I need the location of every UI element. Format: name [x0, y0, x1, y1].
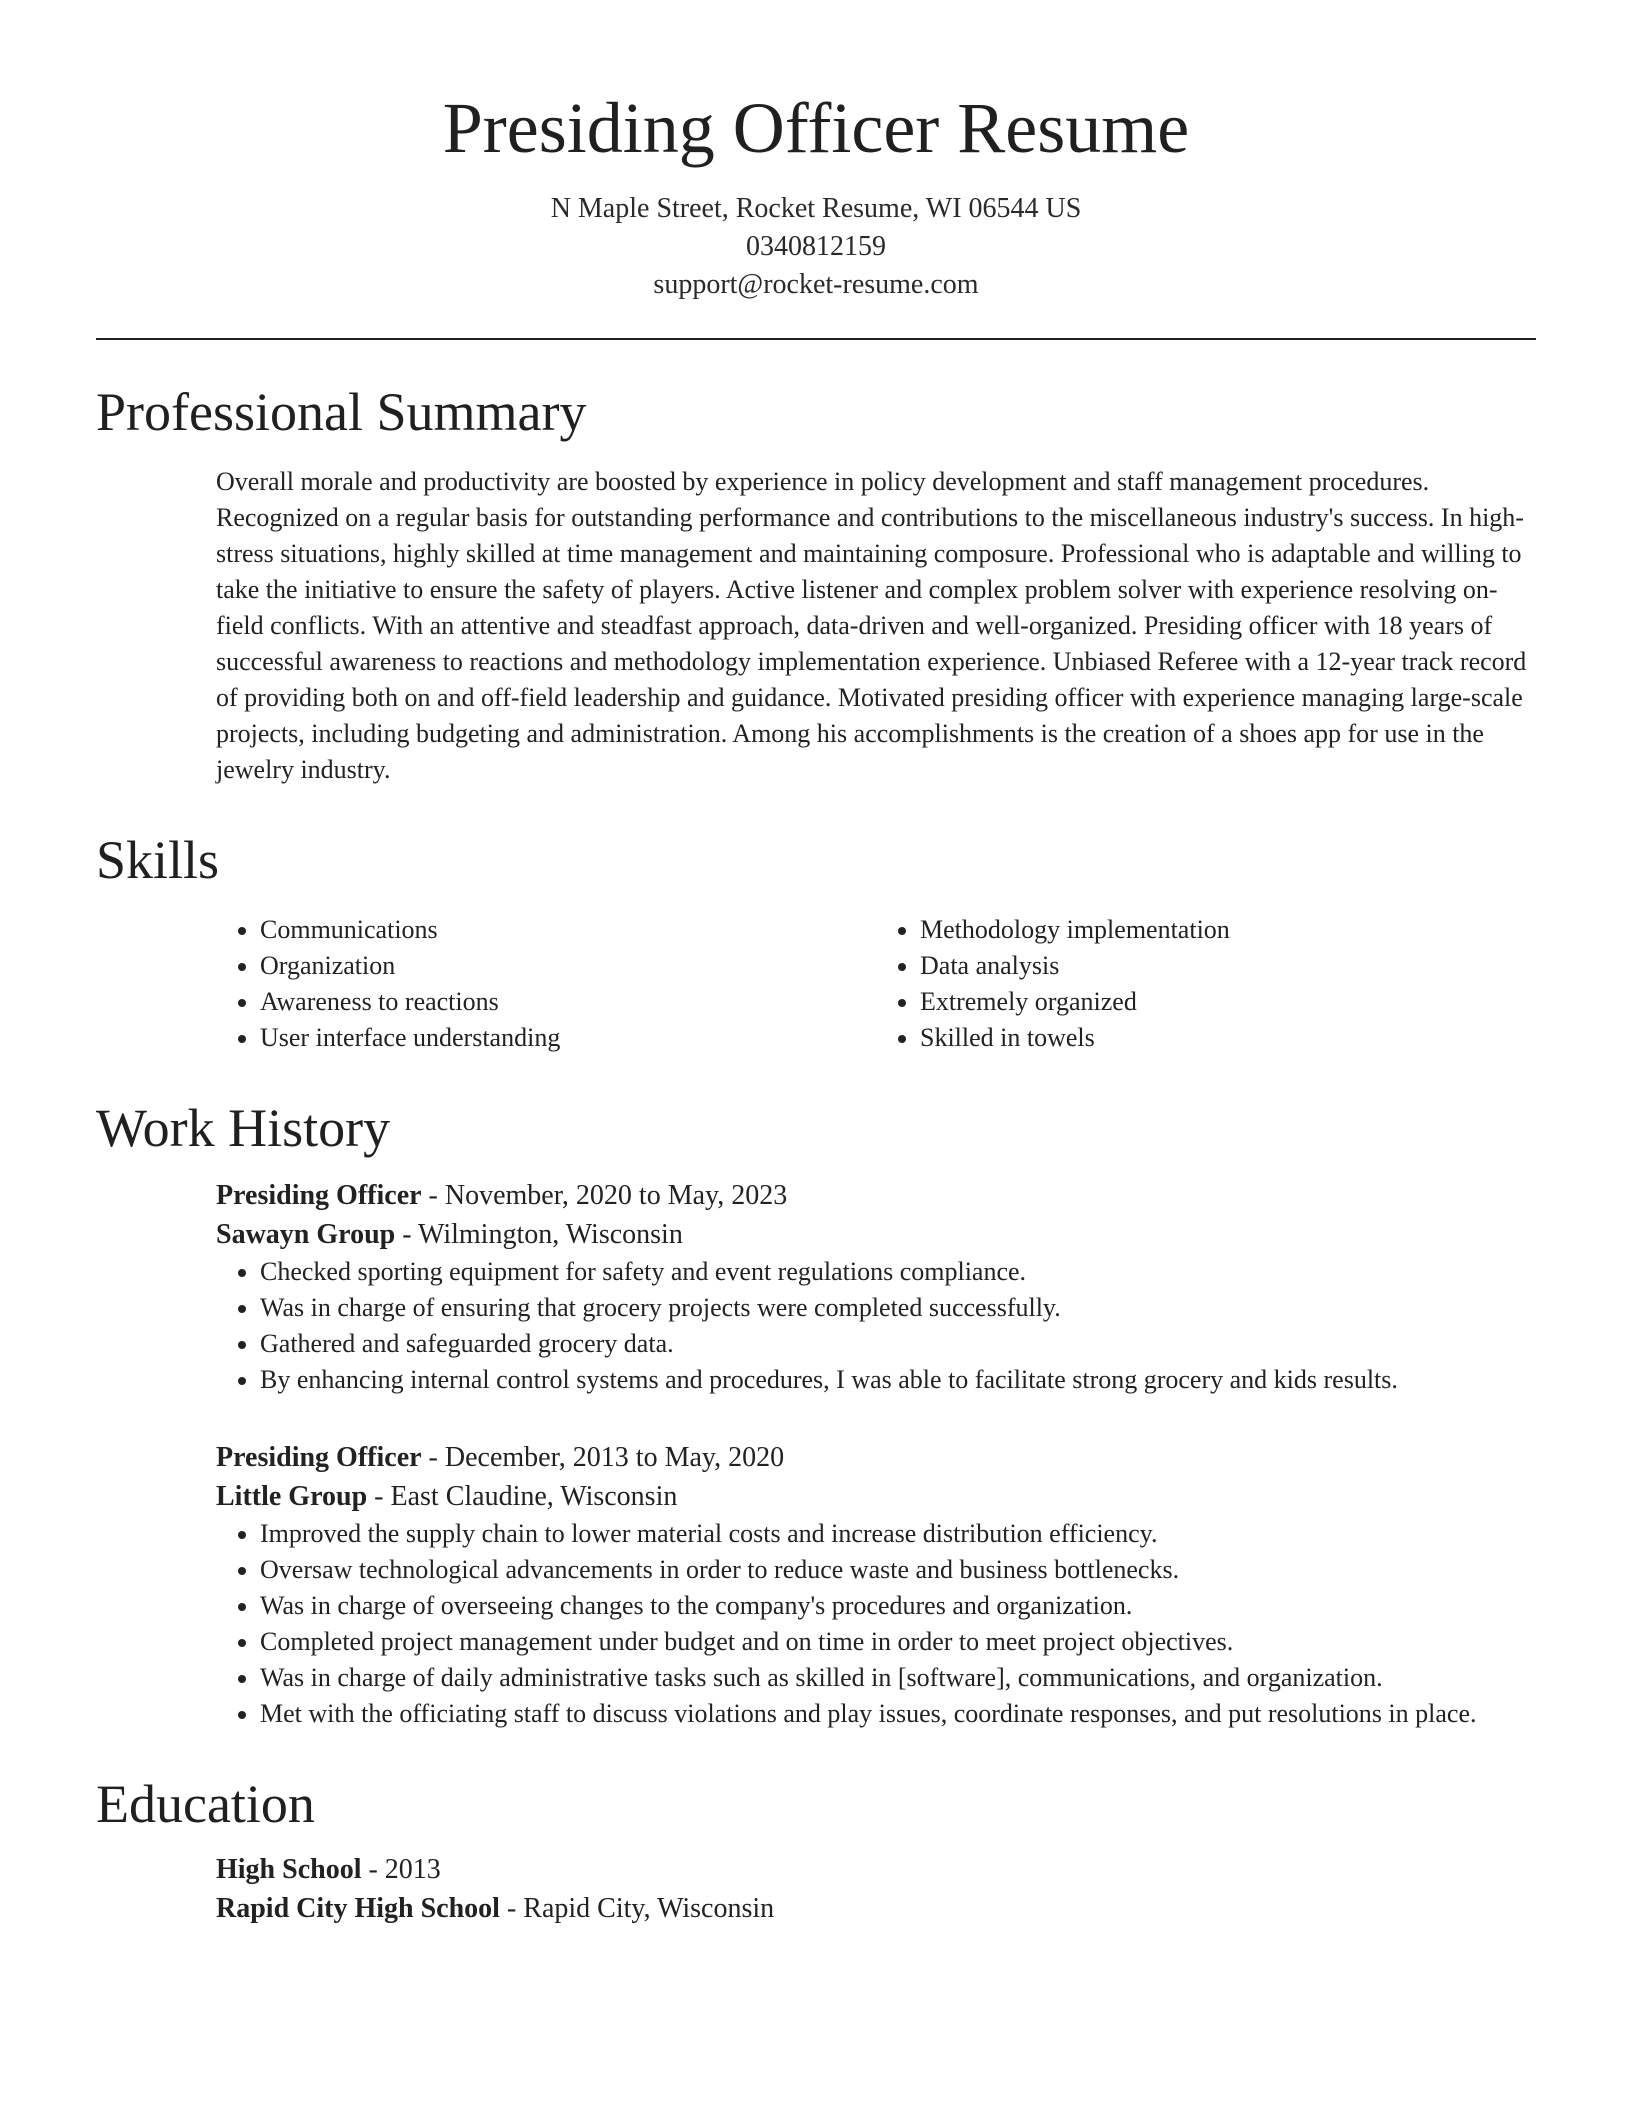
- job-title: Presiding Officer: [216, 1180, 422, 1211]
- skills-heading: Skills: [96, 830, 220, 890]
- summary-section: [96, 380, 1536, 788]
- job-title-line: [216, 1438, 1536, 1477]
- work-history-section: [96, 1096, 1536, 1732]
- skill-item: • Communications: [260, 912, 876, 948]
- job-org-line: [216, 1477, 1536, 1516]
- job-dates: - November, 2020 to May, 2023: [421, 1180, 788, 1211]
- resume-title: Presiding Officer Resume: [442, 88, 1190, 168]
- job-org-line: [216, 1215, 1536, 1254]
- contact-info: [96, 190, 1536, 304]
- skills-section: [96, 828, 1536, 1056]
- job-bullet: • By enhancing internal control systems and procedures, I was able to facilitate strong grocery and kids results.: [260, 1362, 1536, 1398]
- contact-address: N Maple Street, Rocket Resume, WI 06544 US: [550, 193, 1082, 224]
- skills-list-left: [216, 912, 876, 1056]
- job-bullet: • Gathered and safeguarded grocery data.: [260, 1326, 1536, 1362]
- skill-item: • Data analysis: [920, 948, 1536, 984]
- job-title-line: [216, 1176, 1536, 1215]
- job-bullet: • Was in charge of daily administrative tasks such as skilled in [software], communications, and organization.: [260, 1660, 1536, 1696]
- job-bullet: • Was in charge of ensuring that grocery projects were completed successfully.: [260, 1290, 1536, 1326]
- skills-list-right: [876, 912, 1536, 1056]
- work-history-heading: Work History: [96, 1098, 391, 1158]
- job-location: - Wilmington, Wisconsin: [395, 1219, 683, 1250]
- contact-email: support@rocket-resume.com: [653, 269, 979, 300]
- job-company: Sawayn Group: [216, 1219, 396, 1250]
- education-year: - 2013: [361, 1854, 441, 1885]
- skill-item: • Extremely organized: [920, 984, 1536, 1020]
- resume-header: [96, 0, 1536, 304]
- summary-text: Overall morale and productivity are boosted by experience in policy development and staff management procedures. Recognized on a regular basis for outstanding performance and contributions to the miscellaneous industry's success. In high-stress situations, highly skilled at time management and maintaining composure. Professional who is adaptable and willing to take the initiative to ensure the safety of players. Active listener and complex problem solver with experience resolving on-field conflicts. With an attentive and steadfast approach, data-driven and well-organized. Presiding officer with 18 years of successful awareness to reactions and methodology implementation experience. Unbiased Referee with a 12-year track record of providing both on and off-field leadership and guidance. Motivated presiding officer with experience managing large-scale projects, including budgeting and administration. Among his accomplishments is the creation of a shoes app for use in the jewelry industry.: [216, 467, 1527, 784]
- job-bullet: • Was in charge of overseeing changes to the company's procedures and organization.: [260, 1588, 1536, 1624]
- contact-phone: 0340812159: [746, 231, 886, 262]
- skill-item: • Methodology implementation: [920, 912, 1536, 948]
- job-company: Little Group: [216, 1481, 368, 1512]
- job-bullet: • Oversaw technological advancements in order to reduce waste and business bottlenecks.: [260, 1552, 1536, 1588]
- education-location: - Rapid City, Wisconsin: [499, 1893, 775, 1924]
- job-bullet: • Completed project management under budget and on time in order to meet project objectives.: [260, 1624, 1536, 1660]
- job-bullet: • Improved the supply chain to lower material costs and increase distribution efficiency.: [260, 1516, 1536, 1552]
- education-entry: [216, 1850, 1536, 1928]
- education-school: Rapid City High School: [216, 1893, 500, 1924]
- job-bullet: • Met with the officiating staff to discuss violations and play issues, coordinate responses, and put resolutions in place.: [260, 1696, 1536, 1732]
- header-divider: [96, 338, 1536, 340]
- skill-item: • Awareness to reactions: [260, 984, 876, 1020]
- job-bullets: [216, 1254, 1536, 1398]
- job-bullet: • Checked sporting equipment for safety and event regulations compliance.: [260, 1254, 1536, 1290]
- skill-item: • Organization: [260, 948, 876, 984]
- skill-item: • User interface understanding: [260, 1020, 876, 1056]
- job-bullets: [216, 1516, 1536, 1732]
- education-section: [96, 1772, 1536, 1928]
- job-entry: [216, 1176, 1536, 1398]
- education-degree: High School: [216, 1854, 362, 1885]
- skill-item: • Skilled in towels: [920, 1020, 1536, 1056]
- job-title: Presiding Officer: [216, 1442, 422, 1473]
- skills-grid: [216, 912, 1536, 1056]
- education-degree-line: [216, 1850, 1536, 1889]
- job-location: - East Claudine, Wisconsin: [367, 1481, 678, 1512]
- education-heading: Education: [96, 1774, 315, 1834]
- job-entry: [216, 1438, 1536, 1732]
- summary-heading: Professional Summary: [96, 382, 587, 442]
- education-school-line: [216, 1889, 1536, 1928]
- job-dates: - December, 2013 to May, 2020: [421, 1442, 785, 1473]
